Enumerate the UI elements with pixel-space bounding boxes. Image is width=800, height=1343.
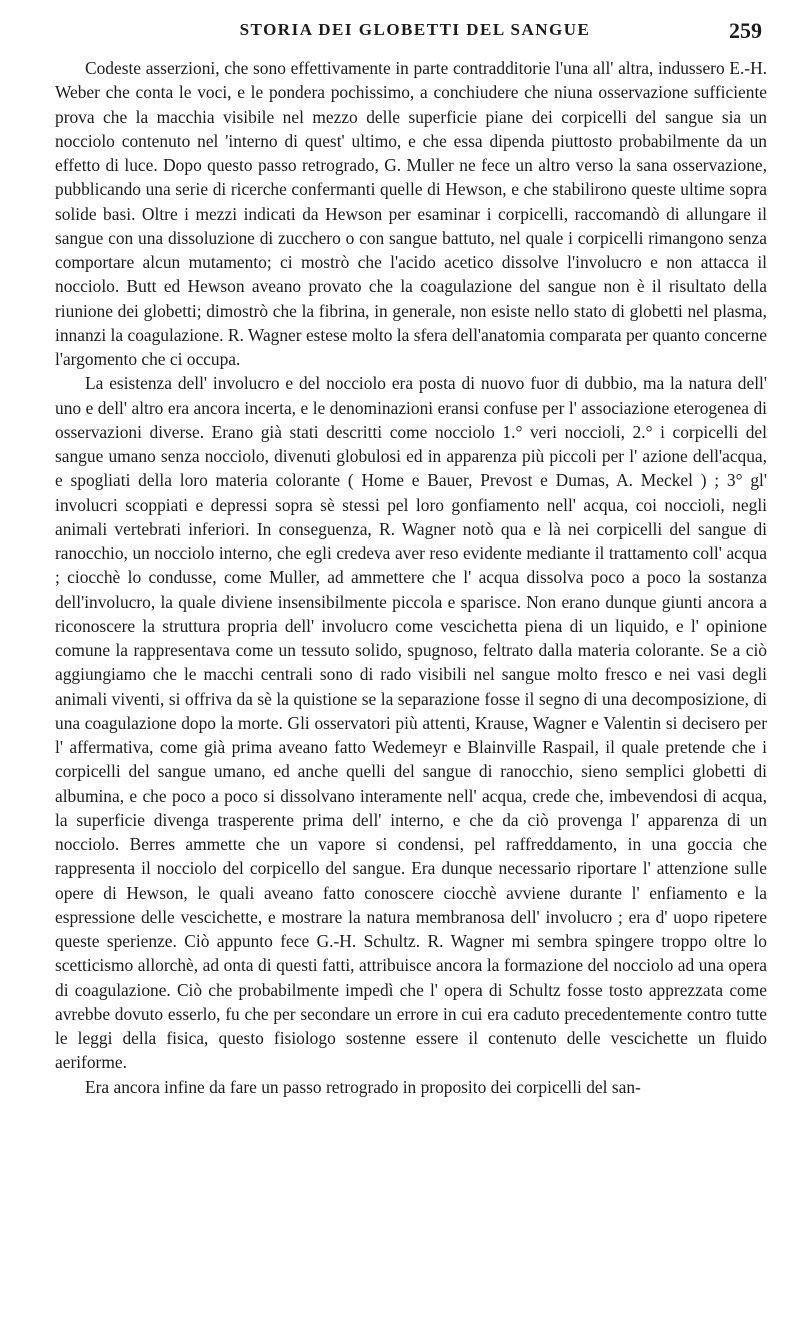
running-title: STORIA DEI GLOBETTI DEL SANGUE [239,20,591,39]
paragraph: Codeste asserzioni, che sono effettivamente in parte contradditorie l'una all' altra, indussero E.-H. Weber che conta le voci, e le pondera pochissimo, a conchiudere che niuna osservazione sufficiente prova che la macchia visibile nel mezzo delle superficie piane dei corpicelli del sangue sia un nocciolo contenuto nel 'interno di quest' ultimo, e che essa dipenda piuttosto probabilmente da un effetto di luce. Dopo questo passo retrogrado, G. Muller ne fece un altro verso la sana osservazione, pubblicando una serie di ricerche confermanti quelle di Hewson, e che stabilirono queste ultime sopra solide basi. Oltre i mezzi indicati da Hewson per esaminar i corpicelli, raccomandò di allungare il sangue con una dissoluzione di zucchero o con sangue battuto, nel quale i corpicelli rimangono senza comportare alcun mutamento; ci mostrò che l'acido acetico dissolve l'involucro e non attacca il nocciolo. Butt ed Hewson aveano provato che la coagulazione del sangue non è il risultato della riunione dei globetti; dimostrò che la fibrina, in generale, non esiste nello stato di globetti nel plasma, innanzi la coagulazione. R. Wagner estese molto la sfera dell'anatomia comparata per quanto concerne l'argomento che ci occupa. [55,58,767,369]
body-text [55,56,767,1336]
paragraph: Era ancora infine da fare un passo retrogrado in proposito dei corpicelli del san- [85,1076,641,1097]
running-head [60,20,770,48]
paragraph: La esistenza dell' involucro e del nocciolo era posta di nuovo fuor di dubbio, ma la natura dell' uno e dell' altro era ancora incerta, e le denominazioni eransi confuse per l' associazione eterogenea di osservazioni diverse. Erano già stati descritti come nocciolo 1.° veri noccioli, 2.° i corpicelli del sangue umano senza nocciolo, divenuti globulosi ed in apparenza più piccoli per l' azione dell'acqua, e spogliati della loro materia colorante ( Home e Bauer, Prevost e Dumas, A. Meckel ) ; 3° gl' involucri scoppiati e depressi sopra sè stessi pel loro gonfiamento nell' acqua, coi noccioli, negli animali vertebrati inferiori. In conseguenza, R. Wagner notò qua e là nei corpicelli del sangue di ranocchio, un nocciolo interno, che egli credeva aver reso evidente mediante il trattamento coll' acqua ; ciocchè lo condusse, come Muller, ad ammettere che l' acqua dissolva poco a poco la sostanza dell'involucro, la quale diviene insensibilmente piccola e sparisce. Non erano dunque giunti ancora a riconoscere la struttura propria dell' involucro come vescichetta piena di un liquido, e l' opinione comune la rappresentava come un tessuto solido, spugnoso, feltrato dalla materia colorante. Se a ciò aggiungiamo che le macchi centrali sono di rado visibili nel sangue molto fresco e nei vasi degli animali viventi, si offriva da sè la quistione se la separazione fosse il segno di una decomposizione, di una coagulazione dopo la morte. Gli osservatori più attenti, Krause, Wagner e Valentin si decisero per l' affermativa, come già prima aveano fatto Wedemeyr e Blainville Raspail, il quale pretende che i corpicelli del sangue umano, ed anche quelli del sangue di ranocchio, sieno semplici globetti di albumina, e che poco a poco si dissolvano interamente nell' acqua, crede che, imbevendosi di acqua, la superficie divenga trasperente prima dell' interno, e che da ciò provenga l' apparenza di un nocciolo. Berres ammette che un vapore si condensi, pel raffreddamento, in una goccia che rappresenta il nocciolo del corpicello del sangue. Era dunque necessario riportare l' attenzione sulle opere di Hewson, le quali aveano fatto conoscere ciocchè avviene durante l' enfiamento e la espressione delle vescichette, e mostrare la natura membranosa dell' involucro ; era d' uopo ripetere queste sperienze. Ciò appunto fece G.-H. Schultz. R. Wagner mi sembra spingere troppo oltre lo scetticismo allorchè, ad onta di questi fatti, attribuisce ancora la formazione del nocciolo ad una opera di coagulazione. Ciò che probabilmente impedì che l' opera di Schultz fosse tosto apprezzata come avrebbe dovuto esserlo, fu che per secondare un errore in cui era caduto precedentemente contro tutte le leggi della fisica, questo fisiologo sostenne essere il contenuto delle vescichette un fluido aeriforme. [55,373,767,1073]
page-number: 259 [729,18,762,43]
